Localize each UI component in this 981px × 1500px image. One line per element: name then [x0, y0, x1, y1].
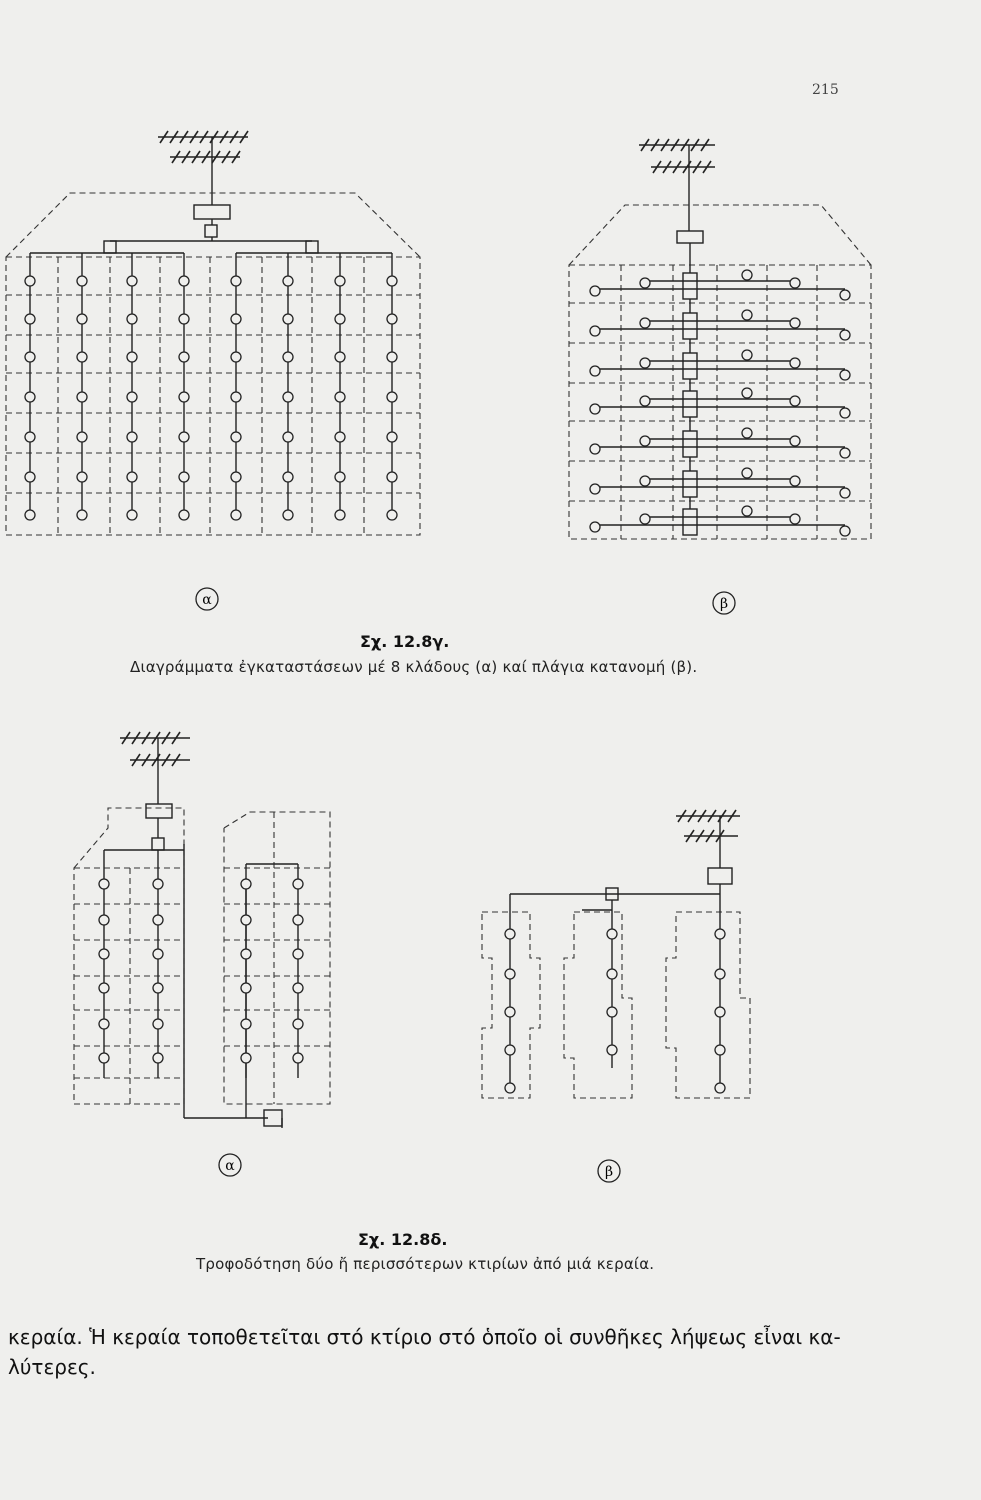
figure-1-title: Σχ. 12.8γ. [360, 632, 450, 651]
figure-12-8d-diagram-b [470, 798, 770, 1118]
figure-12-8c-diagram-a [0, 115, 430, 545]
antenna-icon [158, 131, 248, 205]
figure-1-label-b: β [719, 596, 729, 612]
body-line-1: κεραία. Ἡ κεραία τοποθετεῖται στό κτίριο στό ὁποῖο οἱ συνθῆκες λήψεως εἶναι κα- [8, 1325, 841, 1349]
label-b-circle [596, 1158, 622, 1184]
label-a-circle [217, 1152, 243, 1178]
figure-12-8c-diagram-b [565, 125, 877, 545]
antenna-icon [120, 732, 190, 804]
figure-1-caption: Διαγράμματα ἐγκαταστάσεων μέ 8 κλάδους (α) καί πλάγια κατανομή (β). [130, 658, 698, 676]
figure-12-8d-diagram-a [60, 718, 360, 1138]
body-paragraph [8, 1322, 968, 1382]
figure-1-label-a: α [202, 592, 212, 608]
label-a-circle [194, 586, 220, 612]
body-line-2: λύτερες. [8, 1355, 96, 1379]
figure-2-title: Σχ. 12.8δ. [358, 1230, 448, 1249]
figure-2-label-b: β [604, 1164, 614, 1180]
figure-2-caption: Τροφοδότηση δύο ἤ περισσότερων κτιρίων ἀπό μιά κεραία. [196, 1255, 655, 1273]
figure-2-label-a: α [225, 1158, 235, 1174]
label-b-circle [711, 590, 737, 616]
antenna-icon [676, 810, 740, 868]
page-number: 215 [812, 82, 839, 98]
antenna-icon [639, 139, 715, 231]
